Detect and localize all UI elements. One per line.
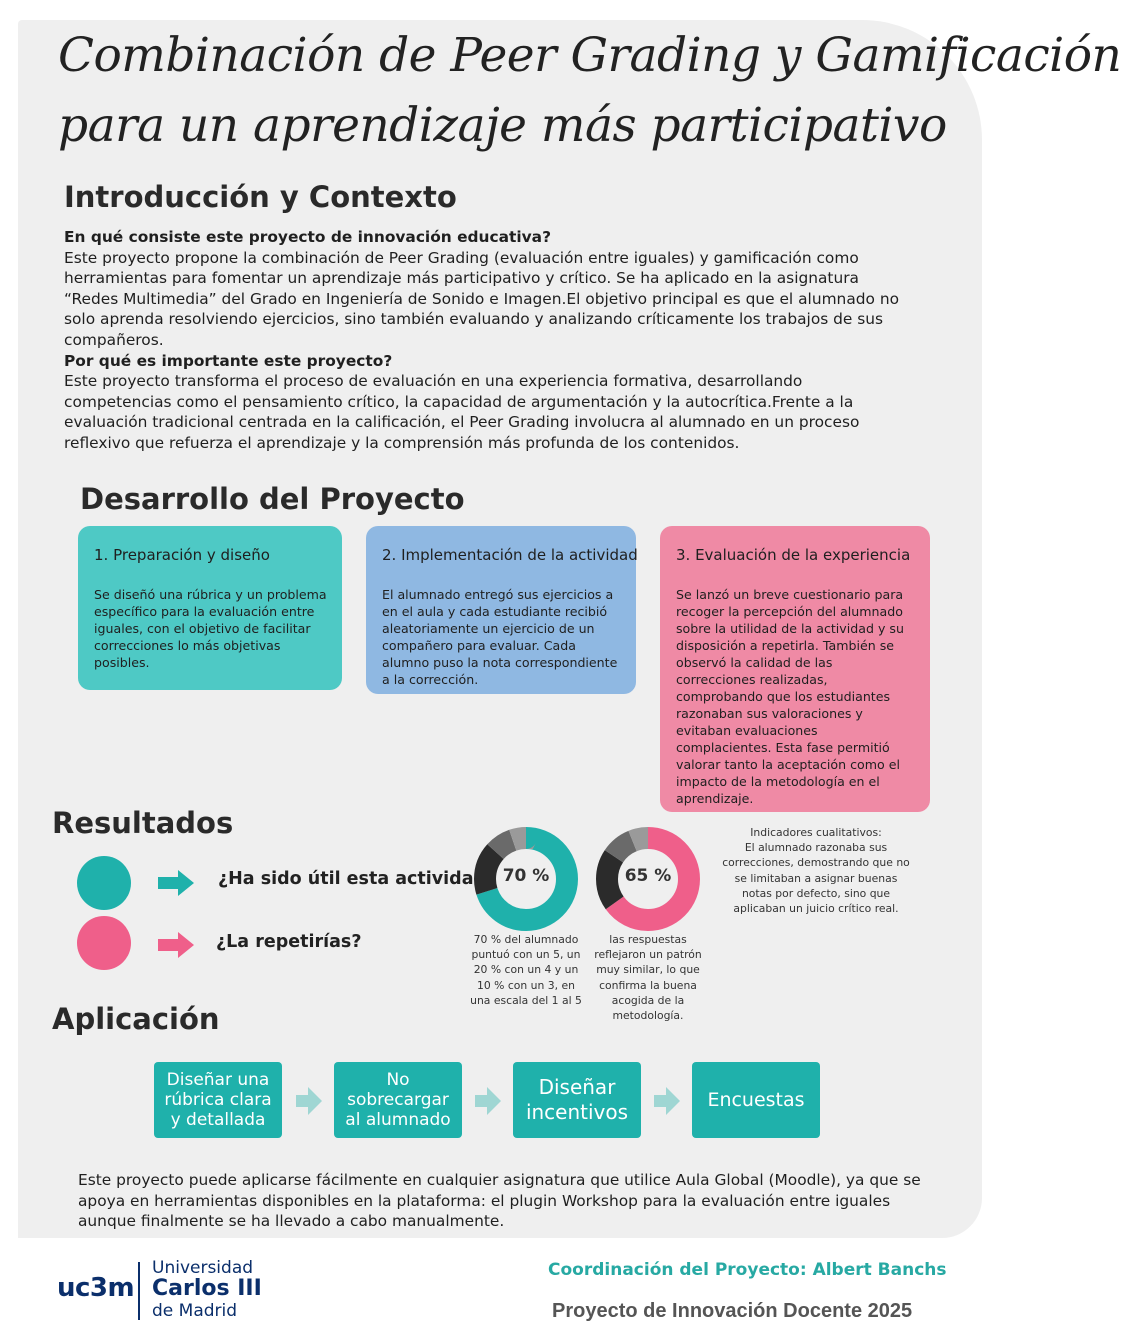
step-rubric: Diseñar una rúbrica clara y detallada <box>154 1062 282 1138</box>
logo-madrid: de Madrid <box>152 1301 238 1321</box>
results-heading: Resultados <box>52 806 234 840</box>
logo-divider <box>138 1262 140 1320</box>
chevron-right-icon <box>296 1087 322 1115</box>
step-no-overload: No sobrecargar al alumnado <box>334 1062 462 1138</box>
logo-university: Universidad <box>152 1258 254 1278</box>
intro-paragraph-2: Este proyecto transforma el proceso de evaluación en una experiencia formativa, desarrollando competencias como el pensamiento crítico, la capacidad de argumentación y la autocrítica.Frente a la evaluación tradicional centrada en la calificación, el Peer Grading involucra al alumnado en un proceso reflexivo que refuerza el aprendizaje y la comprensión más profunda de los contenidos. <box>64 372 860 452</box>
uc3m-logo: uc3m <box>57 1273 135 1303</box>
chevron-right-icon <box>475 1087 501 1115</box>
poster-title-line2: para un aprendizaje más participativo <box>58 98 947 153</box>
poster-title-line1: Combinación de Peer Grading y Gamificación <box>58 28 1121 83</box>
card-text: Se diseñó una rúbrica y un problema específico para la evaluación entre iguales, con el objetivo de facilitar correcciones lo más objetivas posibles. <box>94 587 327 670</box>
chevron-right-icon <box>654 1087 680 1115</box>
project-name: Proyecto de Innovación Docente 2025 <box>552 1300 913 1322</box>
card-title: 3. Evaluación de la experiencia <box>676 546 911 564</box>
intro-section <box>64 227 914 454</box>
intro-question-2: Por qué es importante este proyecto? <box>64 351 393 370</box>
application-text: Este proyecto puede aplicarse fácilmente en cualquier asignatura que utilice Aula Global (Moodle), ya que se apoya en herramientas disponibles en la plataforma: el plugin Workshop para la evaluación entre iguales aunque finalmente se ha llevado a cabo manualmente. <box>78 1171 921 1231</box>
donut-caption-useful: 70 % del alumnado puntuó con un 5, un 20 % con un 4 y un 10 % con un 3, en una escala del 1 al 5 <box>470 933 582 1007</box>
intro-paragraph-1: Este proyecto propone la combinación de Peer Grading (evaluación entre iguales) y gamificación como herramientas para fomentar un aprendizaje más participativo y crítico. Se ha aplicado en la asignatura “Redes Multimedia” del Grado en Ingeniería de Sonido e Imagen.El objetivo principal es que el alumnado no solo aprenda resolviendo ejercicios, sino también evaluando y analizando críticamente los trabajos de sus compañeros. <box>64 248 899 349</box>
donut-label-useful: 70 % <box>502 866 550 886</box>
card-text: Se lanzó un breve cuestionario para recoger la percepción del alumnado sobre la utilidad de la actividad y su disposición a repetirla. También se observó la calidad de las correcciones realizadas, comprobando que los estudiantes razonaban sus valoraciones y evitaban evaluaciones complacientes. Esta fase permitió valorar tanto la aceptación como el impacto de la metodología en el aprendizaje. <box>676 587 904 806</box>
card-text: El alumnado entregó sus ejercicios a en el aula y cada estudiante recibió aleatoriamente un ejercicio de un compañero para evaluar. Cada alumno puso la nota correspondiente a la corrección. <box>382 587 618 687</box>
card-implementation <box>366 526 636 694</box>
arrow-right-icon <box>158 870 194 896</box>
step-surveys: Encuestas <box>692 1062 820 1138</box>
qualitative-indicators: Indicadores cualitativos: El alumnado razonaba sus correcciones, demostrando que no se limitaban a asignar buenas notas por defecto, sino que aplicaban un juicio crítico real. <box>722 826 910 916</box>
project-coordination: Coordinación del Proyecto: Albert Banchs <box>548 1260 947 1280</box>
logo-carlos-iii: Carlos III <box>152 1276 262 1301</box>
development-heading: Desarrollo del Proyecto <box>80 482 465 516</box>
application-heading: Aplicación <box>52 1002 220 1036</box>
teal-dot-icon <box>77 856 131 910</box>
intro-heading: Introducción y Contexto <box>64 180 457 214</box>
card-title: 2. Implementación de la actividad <box>382 546 638 564</box>
card-title: 1. Preparación y diseño <box>94 546 270 564</box>
donut-caption-repeat: las respuestas reflejaron un patrón muy similar, lo que confirma la buena acogida de la metodología. <box>594 933 702 1023</box>
pink-dot-icon <box>77 916 131 970</box>
card-preparation <box>78 526 342 690</box>
question-useful: ¿Ha sido útil esta actividad? <box>218 869 497 889</box>
intro-question-1: En qué consiste este proyecto de innovación educativa? <box>64 228 551 246</box>
card-evaluation <box>660 526 930 812</box>
question-repeat: ¿La repetirías? <box>216 932 362 952</box>
donut-label-repeat: 65 % <box>624 866 672 886</box>
step-incentives: Diseñar incentivos <box>513 1062 641 1138</box>
arrow-right-icon <box>158 932 194 958</box>
